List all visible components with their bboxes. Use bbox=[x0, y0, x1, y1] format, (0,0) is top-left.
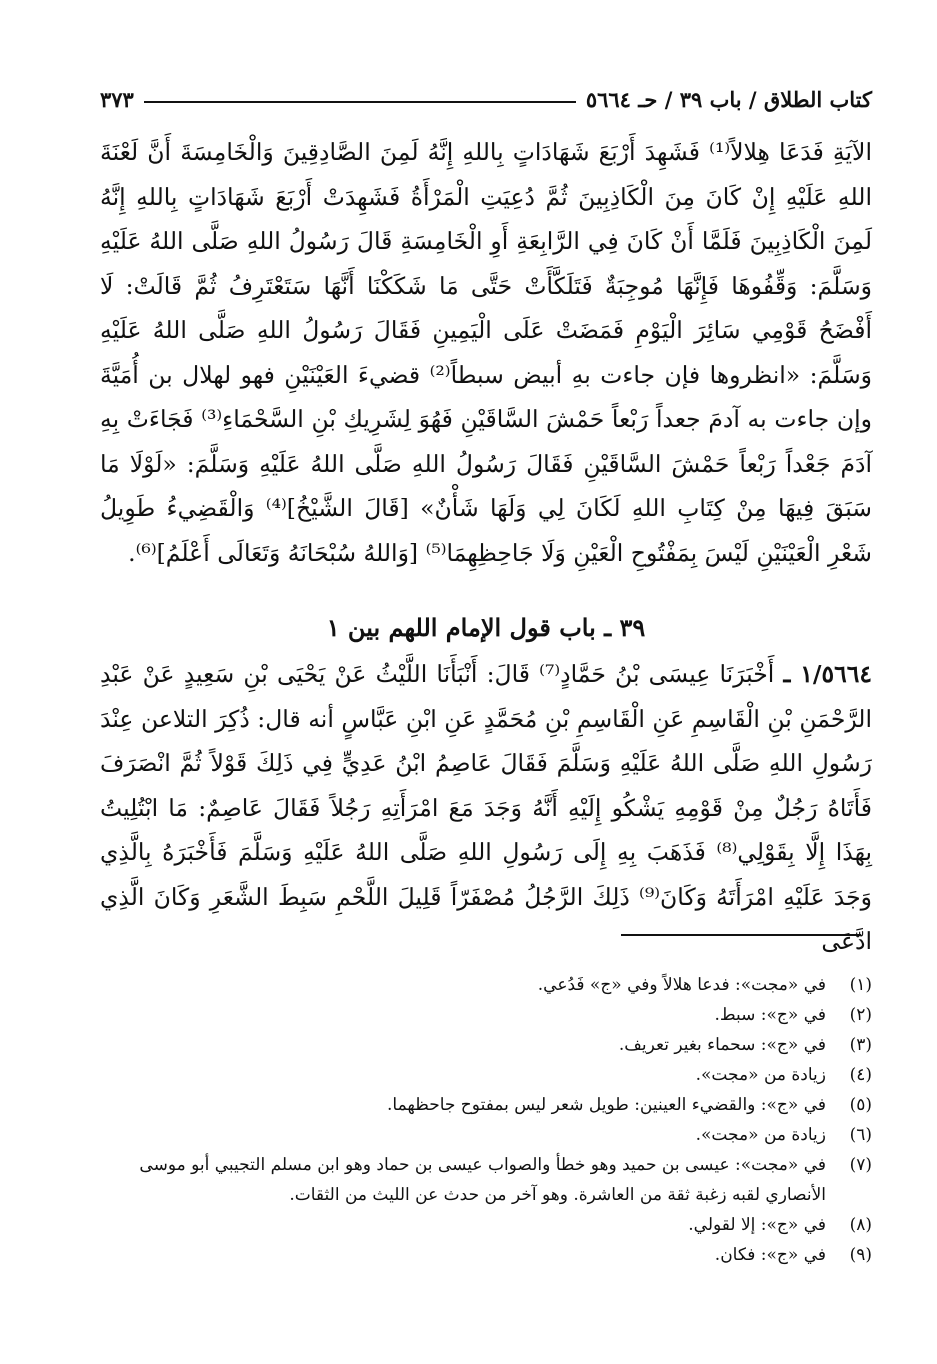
footnote-number: (٣) bbox=[849, 1035, 872, 1055]
footnotes-list bbox=[100, 970, 872, 1270]
footnote-item bbox=[100, 1240, 872, 1270]
footnote-text: في «ج»: سبط. bbox=[714, 1005, 826, 1025]
footnote-text: في «ج»: فكان. bbox=[714, 1245, 826, 1265]
footnote-item bbox=[100, 1120, 872, 1150]
chapter-title: ٣٩ ـ باب قول الإمام اللهم بين ١ bbox=[326, 613, 646, 642]
footnote-item bbox=[100, 1210, 872, 1240]
page-header bbox=[100, 78, 872, 112]
footnote-text: في «ج»: سحماء بغير تعريف. bbox=[618, 1035, 826, 1055]
footnote-text: في «مجت»: فدعا هلالاً وفي «ج» فَدُعي. bbox=[537, 975, 826, 995]
footnote-number: (٢) bbox=[849, 1005, 872, 1025]
footnote-text: زيادة من «مجت». bbox=[695, 1065, 826, 1085]
footnote-item bbox=[100, 1000, 872, 1030]
footnote-item bbox=[100, 1150, 872, 1210]
footnote-number: (٨) bbox=[849, 1215, 872, 1235]
footnote-text: في «ج»: إلا لقولي. bbox=[688, 1215, 826, 1235]
footnote-text: زيادة من «مجت». bbox=[695, 1125, 826, 1145]
running-title: كتاب الطلاق / باب ٣٩ / حـ ٥٦٦٤ bbox=[585, 87, 872, 112]
footnote-item bbox=[100, 1060, 872, 1090]
main-text-block bbox=[100, 130, 872, 575]
footnote-number: (٥) bbox=[849, 1095, 872, 1115]
footnote-item bbox=[100, 970, 872, 1000]
continued-paragraph: الآيَةِ فَدَعَا هِلالاً⁽¹⁾ فَشَهِدَ أَرْبَعَ شَهَادَاتٍ بِاللهِ إِنَّهُ لَمِنَ الصَّادِقِينَ وَالْخَامِسَةَ أَنَّ لَعْنَةَ اللهِ عَلَيْهِ إِنْ كَانَ مِنَ الْكَاذِبِينَ ثُمَّ دُعِيَتِ الْمَرْأَةُ فَشَهِدَتْ أَرْبَعَ شَهَادَاتٍ بِاللهِ إِنَّهُ لَمِنَ الْكَاذِبِينَ فَلَمَّا أَنْ كَانَ فِي الرَّابِعَةِ أَوِ الْخَامِسَةِ قَالَ رَسُولُ اللهِ صَلَّى اللهُ عَلَيْهِ وَسَلَّمَ: وَقِّفُوهَا فَإِنَّهَا مُوجِبَةٌ فَتَلَكَّأَتْ حَتَّى مَا شَكَكْنَا أَنَّهَا سَتَعْتَرِفُ ثُمَّ قَالَتْ: لَا أَفْضَحُ قَوْمِي سَائِرَ الْيَوْمِ فَمَضَتْ عَلَى الْيَمِينِ فَقَالَ رَسُولُ اللهِ صَلَّى اللهُ عَلَيْهِ وَسَلَّمَ: «انظروها فإن جاءت بهِ أبيض سبطاً⁽²⁾ قضيءَ العَيْنَيْنِ فهو لهلال بن أُمَيَّةَ وإن جاءت به آدمَ جعداً رَبْعاً حَمْشَ السَّاقَيْنِ فَهُوَ لِشَرِيكِ بْنِ السَّحْمَاءِ⁽³⁾ فَجَاءَتْ بِهِ آدَمَ جَعْداً رَبْعاً حَمْشَ السَّاقَيْنِ فَقَالَ رَسُولُ اللهِ صَلَّى اللهُ عَلَيْهِ وَسَلَّمَ: «لَوْلَا مَا سَبَقَ فِيهَا مِنْ كِتَابِ اللهِ لَكَانَ لِي وَلَهَا شَأْنٌ» [قَالَ الشَّيْخُ]⁽⁴⁾ وَالْقَضِيءُ طَوِيلُ شَعْرِ الْعَيْنَيْنِ لَيْسَ بِمَفْتُوحِ الْعَيْنِ وَلَا جَاحِظِهِمَا⁽⁵⁾ [وَاللهُ سُبْحَانَهُ وَتَعَالَى أَعْلَمُ]⁽⁶⁾. bbox=[100, 138, 872, 567]
footnote-number: (٤) bbox=[849, 1065, 872, 1085]
footnote-separator bbox=[621, 934, 861, 936]
hadith-number: ١/٥٦٦٤ ـ bbox=[783, 660, 872, 688]
footnote-number: (٩) bbox=[849, 1245, 872, 1265]
footnote-item bbox=[100, 1030, 872, 1060]
header-rule bbox=[144, 101, 576, 103]
footnote-text: في «ج»: والقضيء العينين: طويل شعر ليس بمفتوح جاحظهما. bbox=[387, 1095, 826, 1115]
footnote-item bbox=[100, 1090, 872, 1120]
page-number: ٣٧٣ bbox=[100, 87, 134, 112]
footnote-number: (٦) bbox=[849, 1125, 872, 1145]
hadith-block bbox=[100, 652, 872, 964]
footnote-number: (٧) bbox=[849, 1155, 872, 1175]
footnote-number: (١) bbox=[849, 975, 872, 995]
footnote-text: في «مجت»: عيسى بن حميد وهو خطأ والصواب عيسى بن حماد وهو ابن مسلم التجيبي أبو موسى الأنصاري لقبه زغبة ثقة من العاشرة. وهو آخر من حدث عن الليث من الثقات. bbox=[139, 1155, 826, 1205]
hadith-text: أَخْبَرَنَا عِيسَى بْنُ حَمَّادٍ⁽⁷⁾ قَالَ: أَنْبَأَنَا اللَّيْثُ عَنْ يَحْيَى بْنِ سَعِيدٍ عَنْ عَبْدِ الرَّحْمَنِ بْنِ الْقَاسِمِ عَنِ الْقَاسِمِ بْنِ مُحَمَّدٍ عَنِ ابْنِ عَبَّاسٍ أنه قال: ذُكِرَ التلاعن عِنْدَ رَسُولِ اللهِ صَلَّى اللهُ عَلَيْهِ وَسَلَّمَ فَقَالَ عَاصِمُ ابْنُ عَدِيٍّ فِي ذَلِكَ قَوْلاً ثُمَّ انْصَرَفَ فَأَتَاهُ رَجُلٌ مِنْ قَوْمِهِ يَشْكُو إِلَيْهِ أَنَّهُ وَجَدَ مَعَ امْرَأَتِهِ رَجُلاً فَقَالَ عَاصِمٌ: مَا ابْتُلِيتُ بِهَذَا إِلَّا بِقَوْلِي⁽⁸⁾ فَذَهَبَ بِهِ إِلَى رَسُولِ اللهِ صَلَّى اللهُ عَلَيْهِ وَسَلَّمَ فَأَخْبَرَهُ بِالَّذِي وَجَدَ عَلَيْهِ امْرَأَتَهُ وَكَانَ⁽⁹⁾ ذَلِكَ الرَّجُلُ مُصْفَرّاً قَلِيلَ اللَّحْمِ سَبِطَ الشَّعَرِ وَكَانَ الَّذِي ادَّعَى bbox=[100, 660, 872, 955]
